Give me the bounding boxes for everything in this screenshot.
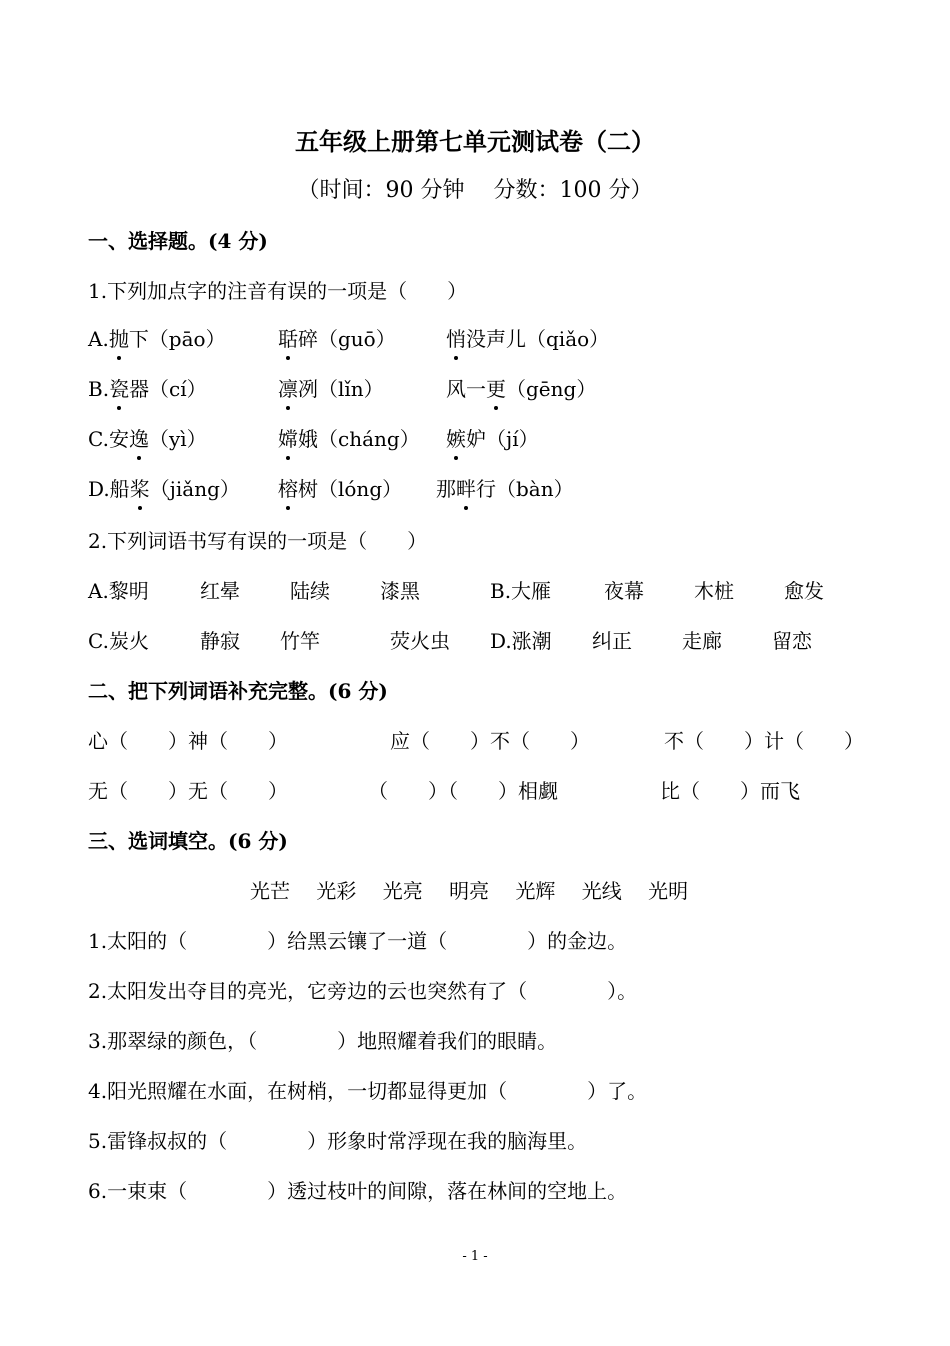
page-title: 五年级上册第七单元测试卷（二） <box>295 127 655 156</box>
fill-item-2: 2.太阳发出夺目的亮光，它旁边的云也突然有了（ ）。 <box>88 979 638 1003</box>
q2-b-3: 木桩 <box>694 579 734 603</box>
idiom-5: （ ）（ ）相觑 <box>368 779 558 803</box>
q2-d-2: 纠正 <box>592 629 632 653</box>
word-bank-item: 光彩 <box>316 879 357 903</box>
q2-a-3: 陆续 <box>290 579 330 603</box>
idiom-1: 心（ ）神（ ） <box>88 729 288 753</box>
q2-b-4: 愈发 <box>784 579 824 603</box>
idiom-4: 无（ ）无（ ） <box>88 779 288 803</box>
q1-option-b-word3: 风一更（gēng） <box>446 374 596 404</box>
q1-option-a-word1: A.抛下（pāo） <box>88 324 226 354</box>
q2-c-4: 荧火虫 <box>390 629 450 653</box>
section3-heading: 三、选词填空。(6 分) <box>88 829 288 853</box>
word-bank-item: 光线 <box>581 879 622 903</box>
word-bank-item: 光芒 <box>250 879 290 903</box>
word-bank-item: 明亮 <box>449 879 490 903</box>
q1-option-a-word2: 聒碎（guō） <box>278 324 396 354</box>
fill-item-6: 6.一束束（ ）透过枝叶的间隙，落在林间的空地上。 <box>88 1179 628 1203</box>
q1-option-d-word3: 那畔行（bàn） <box>436 474 574 504</box>
page-subtitle: （时间：90 分钟 分数：100 分） <box>297 178 653 203</box>
fill-item-5: 5.雷锋叔叔的（ ）形象时常浮现在我的脑海里。 <box>88 1129 588 1153</box>
idiom-2: 应（ ）不（ ） <box>390 729 590 753</box>
q2-a-1: A.黎明 <box>88 579 149 603</box>
q2-c-3: 竹竿 <box>280 629 320 653</box>
q1-option-a-word3: 悄没声儿（qiǎo） <box>446 324 609 354</box>
section1-heading: 一、选择题。(4 分) <box>88 229 268 253</box>
q1-option-d-word2: 榕树（lóng） <box>278 474 402 504</box>
q2-b-1: B.大雁 <box>490 579 552 603</box>
q1-option-c-word1: C.安逸（yì） <box>88 424 207 454</box>
q2-a-4: 漆黑 <box>380 579 420 603</box>
word-bank <box>250 876 708 906</box>
q1-option-b-word1: B.瓷器（cí） <box>88 374 207 404</box>
q2-b-2: 夜幕 <box>604 579 644 603</box>
q2-d-3: 走廊 <box>682 629 722 653</box>
page-number: - 1 - <box>462 1249 488 1264</box>
q2-a-2: 红晕 <box>200 579 240 603</box>
q1-stem: 1.下列加点字的注音有误的一项是（ ） <box>88 279 468 303</box>
q2-stem: 2.下列词语书写有误的一项是（ ） <box>88 529 428 553</box>
q2-c-1: C.炭火 <box>88 629 149 653</box>
q1-option-c-word2: 嫦娥（cháng） <box>278 424 420 454</box>
q2-d-1: D.涨潮 <box>490 629 552 653</box>
fill-item-1: 1.太阳的（ ）给黑云镶了一道（ ）的金边。 <box>88 929 628 953</box>
idiom-3: 不（ ）计（ ） <box>664 729 864 753</box>
fill-item-3: 3.那翠绿的颜色，（ ）地照耀着我们的眼睛。 <box>88 1029 558 1053</box>
q2-c-2: 静寂 <box>200 629 240 653</box>
q1-option-d-word1: D.船桨（jiǎng） <box>88 474 240 504</box>
q1-option-c-word3: 嫉妒（jí） <box>446 424 539 454</box>
section2-heading: 二、把下列词语补充完整。(6 分) <box>88 679 388 703</box>
idiom-6: 比（ ）而飞 <box>660 779 800 803</box>
fill-item-4: 4.阳光照耀在水面，在树梢，一切都显得更加（ ）了。 <box>88 1079 648 1103</box>
word-bank-item: 光亮 <box>382 879 423 903</box>
q2-d-4: 留恋 <box>772 629 812 653</box>
word-bank-item: 光明 <box>648 879 689 903</box>
word-bank-item: 光辉 <box>515 879 556 903</box>
q1-option-b-word2: 凛冽（lǐn） <box>278 374 384 404</box>
